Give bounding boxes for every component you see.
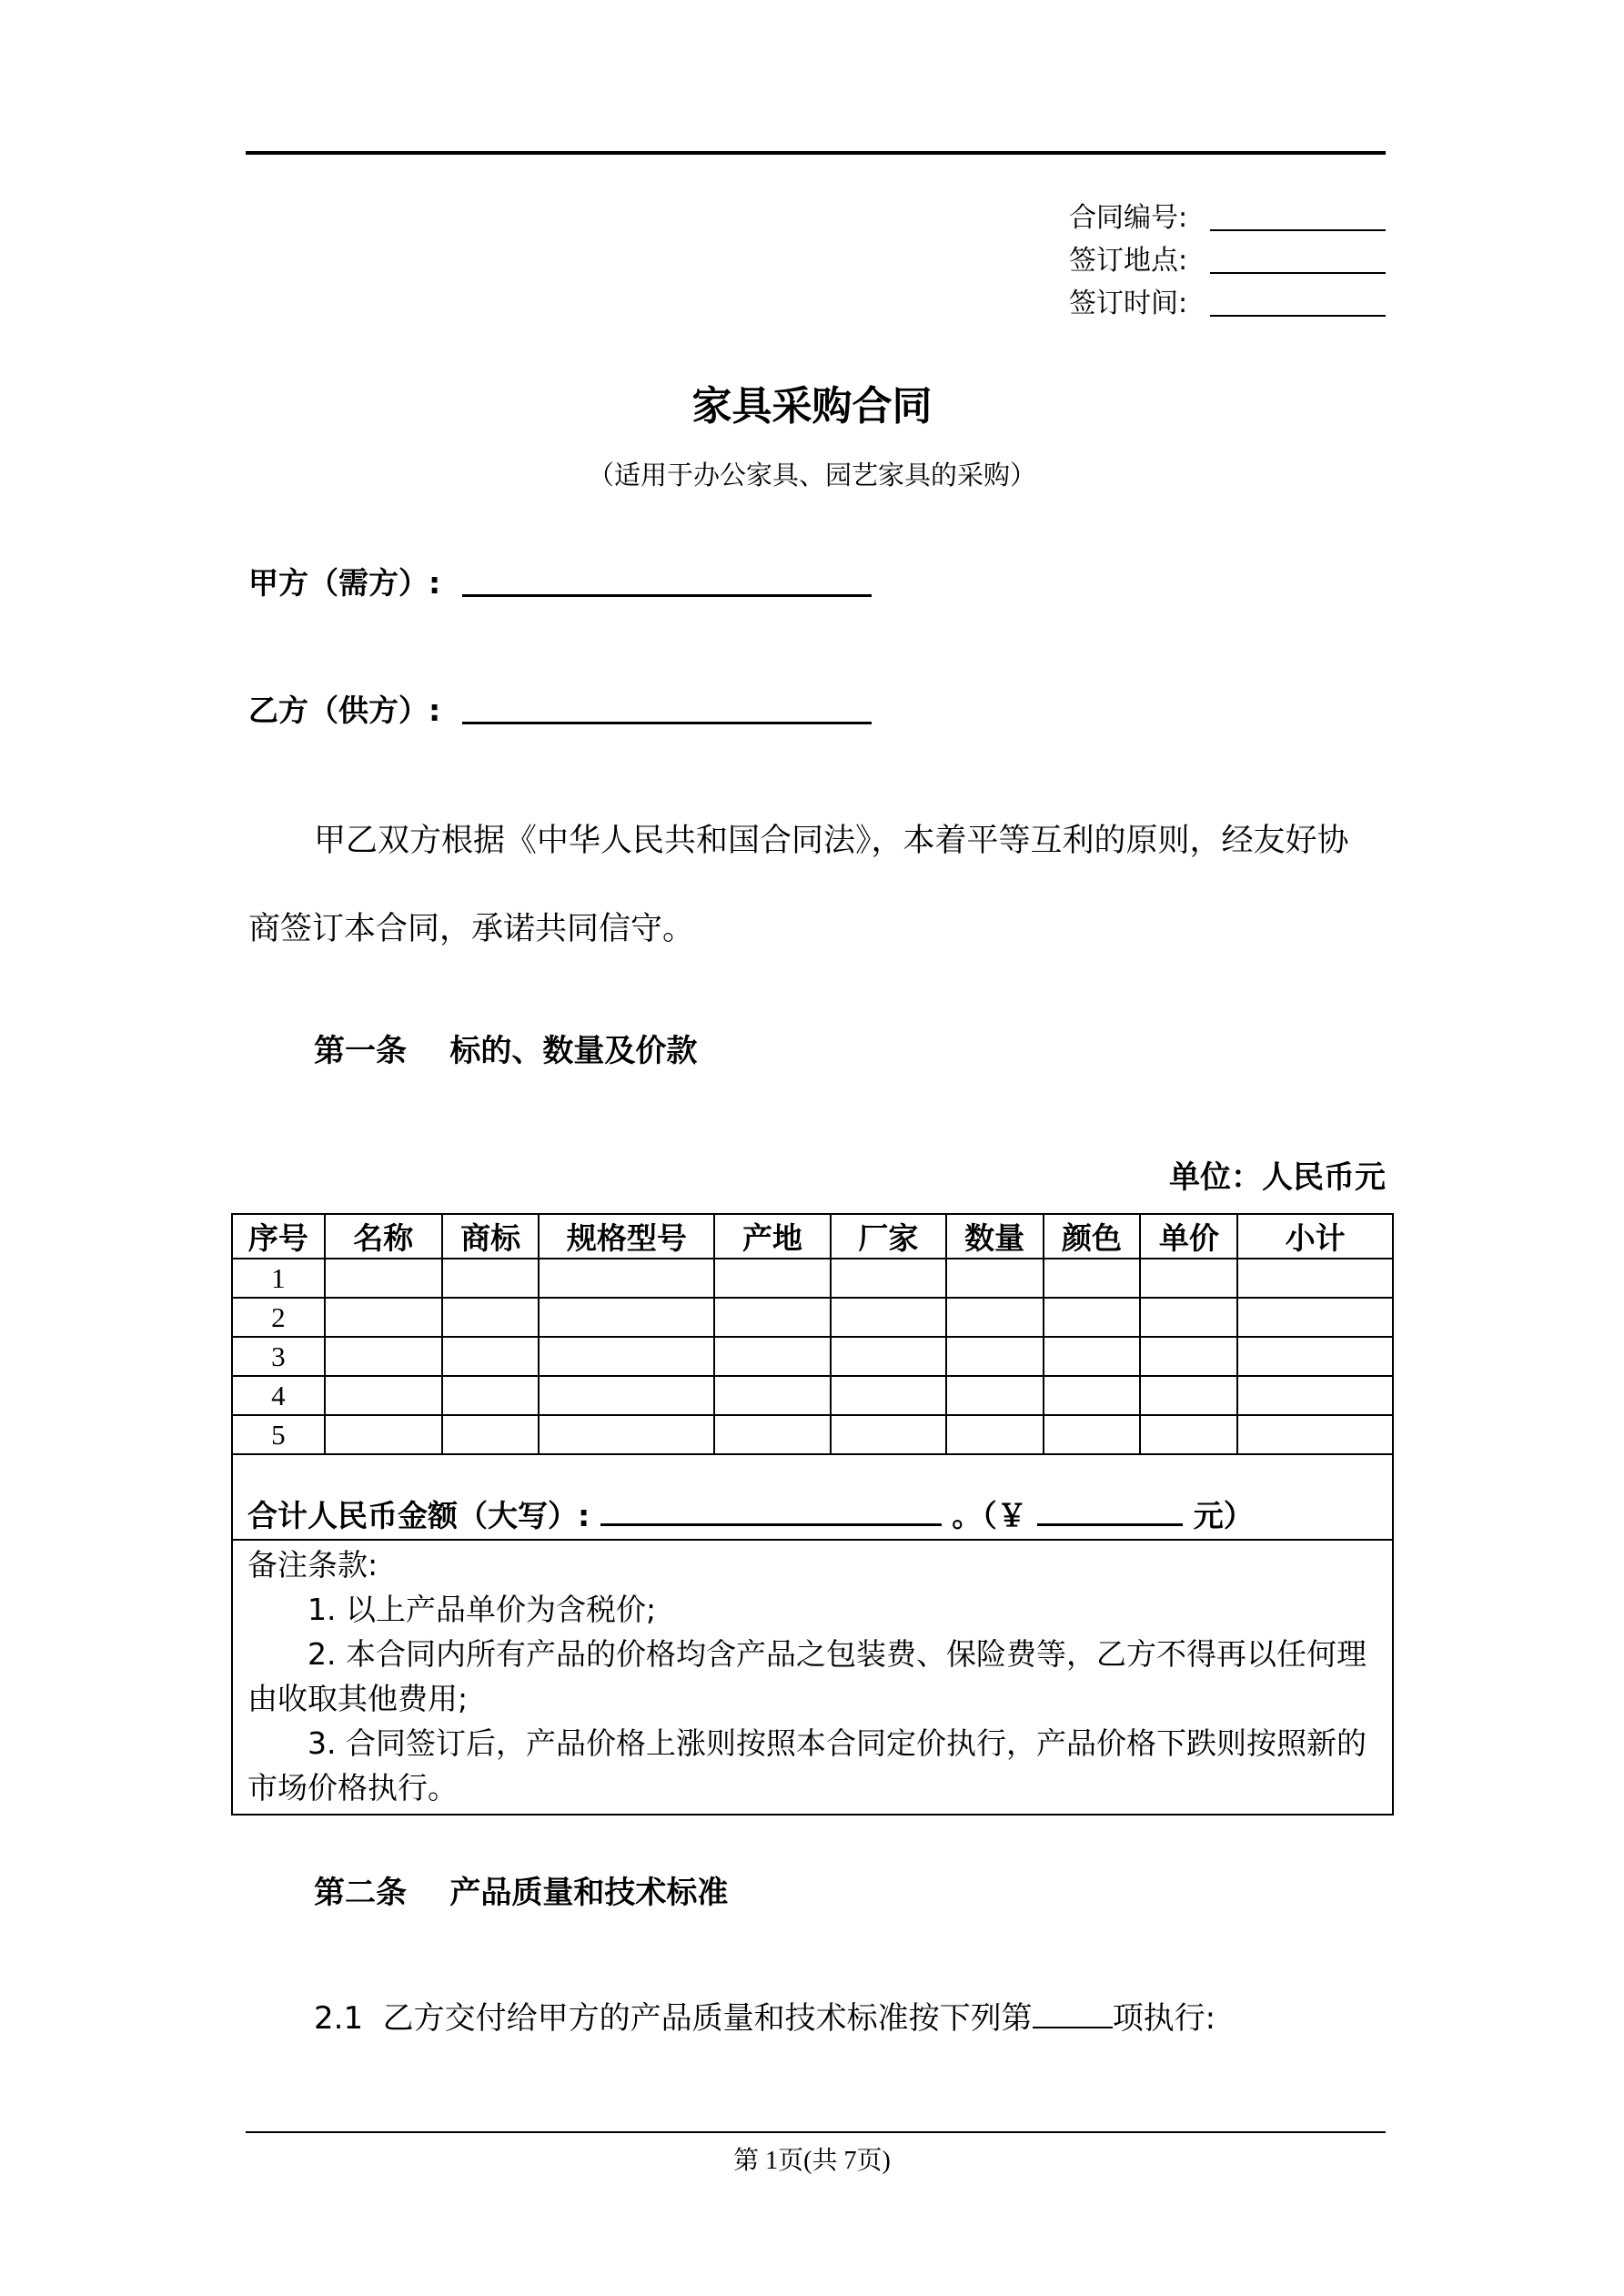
cell-model[interactable] bbox=[539, 1415, 714, 1454]
party-a-label: 甲方（需方）: bbox=[248, 565, 441, 601]
table-row bbox=[232, 1376, 1393, 1415]
col-header-manufacturer: 厂家 bbox=[831, 1214, 946, 1259]
cell-unit-price[interactable] bbox=[1140, 1376, 1237, 1415]
cell-model[interactable] bbox=[539, 1259, 714, 1298]
signing-time-label: 签订时间: bbox=[1069, 288, 1188, 319]
contract-number-blank[interactable] bbox=[1210, 229, 1386, 231]
party-b-field[interactable] bbox=[248, 687, 440, 730]
signing-time-blank[interactable] bbox=[1210, 315, 1386, 317]
col-header-quantity: 数量 bbox=[946, 1214, 1044, 1259]
cell-subtotal[interactable] bbox=[1237, 1259, 1393, 1298]
party-a-blank[interactable] bbox=[462, 594, 872, 597]
cell-manufacturer[interactable] bbox=[831, 1298, 946, 1337]
cell-color[interactable] bbox=[1044, 1259, 1141, 1298]
cell-quantity[interactable] bbox=[946, 1337, 1044, 1376]
cell-origin[interactable] bbox=[714, 1376, 831, 1415]
table-notes-row bbox=[232, 1540, 1393, 1815]
cell-manufacturer[interactable] bbox=[831, 1415, 946, 1454]
total-amount-figure-blank[interactable] bbox=[1037, 1496, 1183, 1526]
table-header-row bbox=[232, 1214, 1393, 1259]
total-amount-label: 合计人民币金额（大写）: bbox=[247, 1498, 590, 1533]
cell-manufacturer[interactable] bbox=[831, 1376, 946, 1415]
total-amount-mid: 。（￥ bbox=[952, 1498, 1027, 1533]
row-index: 4 bbox=[232, 1376, 325, 1415]
cell-quantity[interactable] bbox=[946, 1376, 1044, 1415]
total-amount-words-blank[interactable] bbox=[600, 1496, 942, 1526]
signing-place-label: 签订地点: bbox=[1069, 245, 1188, 277]
cell-brand[interactable] bbox=[442, 1337, 540, 1376]
cell-subtotal[interactable] bbox=[1237, 1376, 1393, 1415]
cell-brand[interactable] bbox=[442, 1376, 540, 1415]
total-amount-cell bbox=[232, 1454, 1393, 1540]
party-a-field[interactable] bbox=[248, 560, 440, 602]
row-index: 3 bbox=[232, 1337, 325, 1376]
signing-time-field[interactable] bbox=[1069, 286, 1205, 322]
signing-place-field[interactable] bbox=[1069, 243, 1205, 279]
col-header-name: 名称 bbox=[325, 1214, 442, 1259]
document-subtitle: （适用于办公家具、园艺家具的采购） bbox=[587, 460, 1036, 491]
cell-name[interactable] bbox=[325, 1337, 442, 1376]
header-rule bbox=[246, 151, 1386, 155]
cell-origin[interactable] bbox=[714, 1259, 831, 1298]
document-title: 家具采购合同 bbox=[691, 383, 933, 430]
cell-quantity[interactable] bbox=[946, 1259, 1044, 1298]
cell-unit-price[interactable] bbox=[1140, 1337, 1237, 1376]
cell-quantity[interactable] bbox=[946, 1415, 1044, 1454]
cell-brand[interactable] bbox=[442, 1415, 540, 1454]
cell-color[interactable] bbox=[1044, 1415, 1141, 1454]
col-header-model: 规格型号 bbox=[539, 1214, 714, 1259]
table-row bbox=[232, 1337, 1393, 1376]
contract-number-field[interactable] bbox=[1069, 200, 1205, 237]
note-item-2: 2. 本合同内所有产品的价格均含产品之包装费、保险费等，乙方不得再以任何理由收取其他费用; bbox=[247, 1636, 1367, 1716]
cell-manufacturer[interactable] bbox=[831, 1337, 946, 1376]
clause-2-1-suffix: 项执行: bbox=[1112, 2000, 1216, 2037]
cell-quantity[interactable] bbox=[946, 1298, 1044, 1337]
cell-subtotal[interactable] bbox=[1237, 1337, 1393, 1376]
cell-subtotal[interactable] bbox=[1237, 1415, 1393, 1454]
row-index: 1 bbox=[232, 1259, 325, 1298]
preamble-line-2: 商签订本合同，承诺共同信守。 bbox=[248, 911, 695, 947]
cell-subtotal[interactable] bbox=[1237, 1298, 1393, 1337]
preamble-line-1: 甲乙双方根据《中华人民共和国合同法》，本着平等互利的原则，经友好协 bbox=[314, 823, 1349, 859]
col-header-color: 颜色 bbox=[1044, 1214, 1141, 1259]
col-header-unit-price: 单价 bbox=[1140, 1214, 1237, 1259]
table-total-row bbox=[232, 1454, 1393, 1540]
cell-color[interactable] bbox=[1044, 1337, 1141, 1376]
cell-color[interactable] bbox=[1044, 1376, 1141, 1415]
col-header-subtotal: 小计 bbox=[1237, 1214, 1393, 1259]
cell-brand[interactable] bbox=[442, 1298, 540, 1337]
signing-place-blank[interactable] bbox=[1210, 272, 1386, 274]
items-table bbox=[231, 1213, 1394, 1816]
cell-origin[interactable] bbox=[714, 1415, 831, 1454]
currency-unit: 单位：人民币元 bbox=[1169, 1159, 1386, 1196]
cell-brand[interactable] bbox=[442, 1259, 540, 1298]
col-header-origin: 产地 bbox=[714, 1214, 831, 1259]
cell-name[interactable] bbox=[325, 1415, 442, 1454]
cell-origin[interactable] bbox=[714, 1337, 831, 1376]
cell-color[interactable] bbox=[1044, 1298, 1141, 1337]
clause-2-1-prefix: 2.1 乙方交付给甲方的产品质量和技术标准按下列第 bbox=[314, 2000, 1033, 2037]
col-header-brand: 商标 bbox=[442, 1214, 540, 1259]
cell-unit-price[interactable] bbox=[1140, 1415, 1237, 1454]
article-2-heading: 第二条 产品质量和技术标准 bbox=[314, 1875, 729, 1911]
cell-origin[interactable] bbox=[714, 1298, 831, 1337]
row-index: 2 bbox=[232, 1298, 325, 1337]
cell-model[interactable] bbox=[539, 1337, 714, 1376]
cell-name[interactable] bbox=[325, 1298, 442, 1337]
table-row bbox=[232, 1298, 1393, 1337]
footer-rule bbox=[246, 2131, 1386, 2133]
notes-title: 备注条款: bbox=[247, 1547, 378, 1583]
note-item-3: 3. 合同签订后，产品价格上涨则按照本合同定价执行，产品价格下跌则按照新的市场价格执行。 bbox=[247, 1725, 1367, 1805]
cell-manufacturer[interactable] bbox=[831, 1259, 946, 1298]
notes-cell bbox=[232, 1540, 1393, 1815]
row-index: 5 bbox=[232, 1415, 325, 1454]
table-row bbox=[232, 1259, 1393, 1298]
party-b-blank[interactable] bbox=[462, 722, 872, 724]
cell-unit-price[interactable] bbox=[1140, 1259, 1237, 1298]
cell-model[interactable] bbox=[539, 1298, 714, 1337]
note-item-1: 1. 以上产品单价为含税价; bbox=[308, 1592, 657, 1627]
contract-number-label: 合同编号: bbox=[1069, 202, 1188, 234]
cell-model[interactable] bbox=[539, 1376, 714, 1415]
cell-name[interactable] bbox=[325, 1376, 442, 1415]
table-row bbox=[232, 1415, 1393, 1454]
article-1-heading: 第一条 标的、数量及价款 bbox=[314, 1033, 698, 1069]
clause-2-1-item-blank[interactable] bbox=[1033, 1999, 1113, 2028]
clause-2-1 bbox=[314, 1993, 1387, 2038]
cell-unit-price[interactable] bbox=[1140, 1298, 1237, 1337]
party-b-label: 乙方（供方）: bbox=[248, 693, 441, 728]
page-number: 第 1页(共 7页) bbox=[733, 2147, 891, 2175]
total-amount-end: 元） bbox=[1193, 1498, 1254, 1533]
col-header-index: 序号 bbox=[232, 1214, 325, 1259]
cell-name[interactable] bbox=[325, 1259, 442, 1298]
